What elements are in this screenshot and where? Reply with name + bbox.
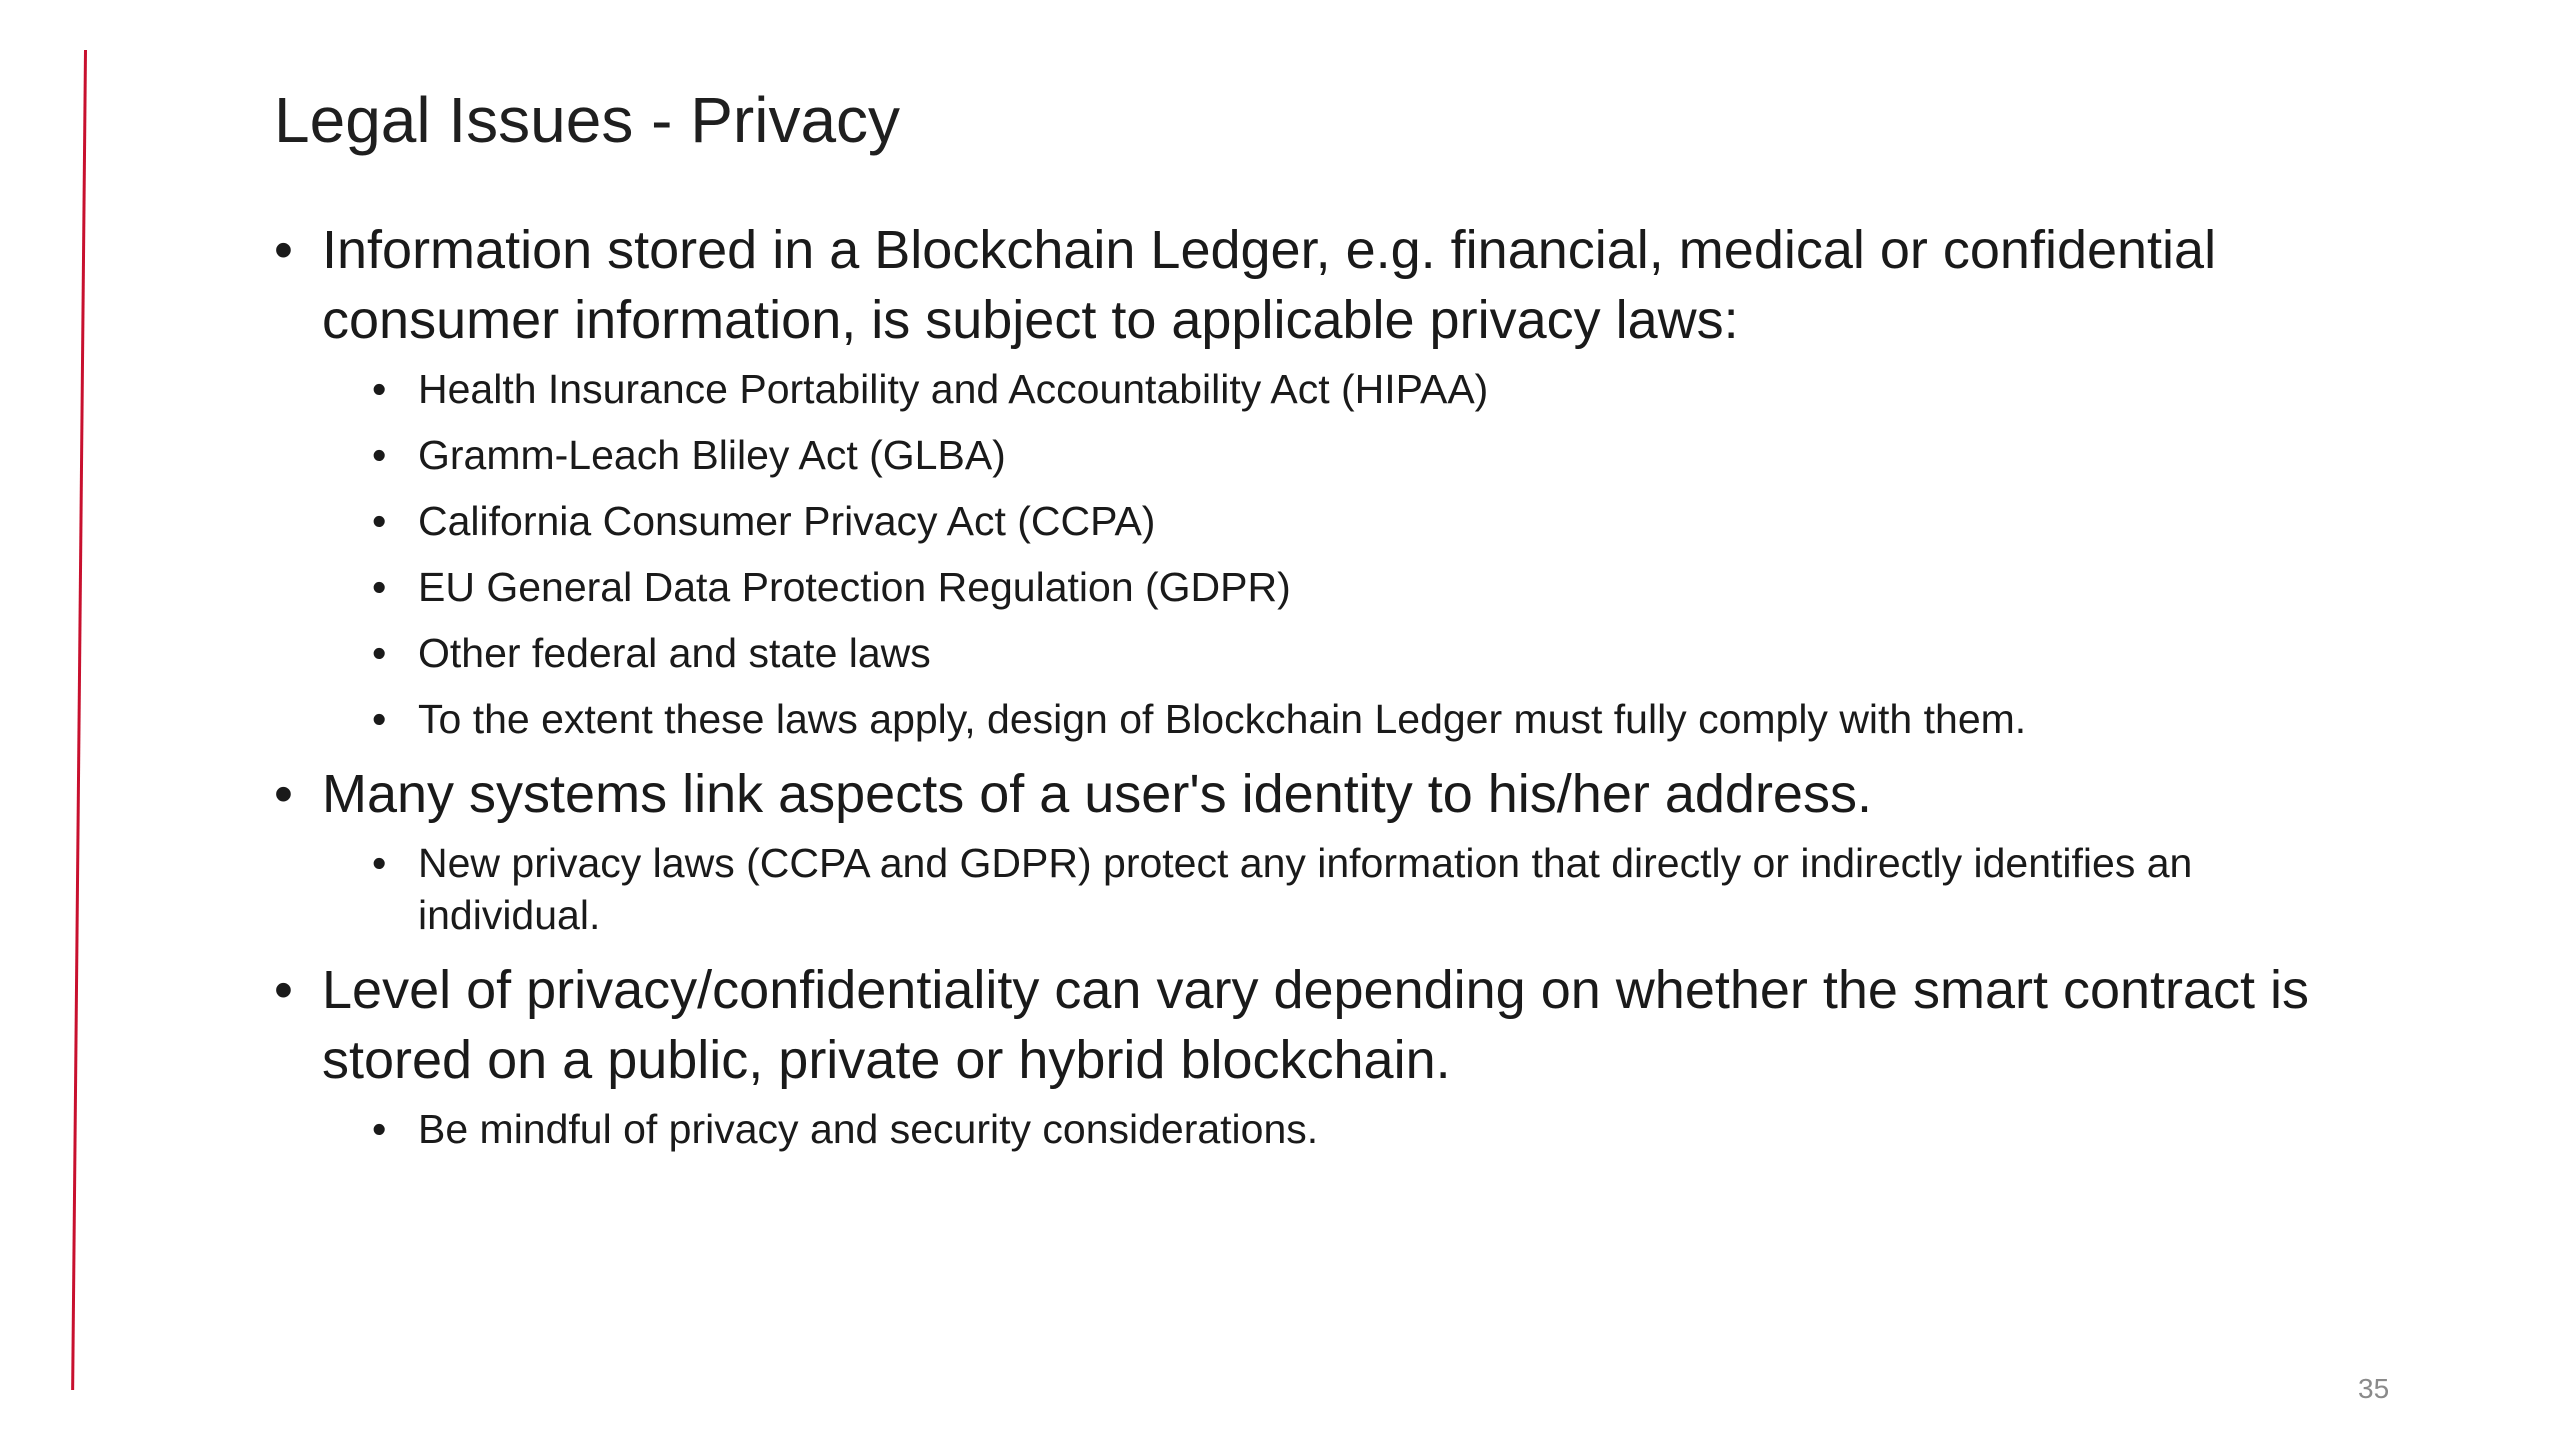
bullet-icon: • [372, 1106, 387, 1152]
sub-bullet-point [322, 429, 2370, 481]
bullet-icon: • [372, 840, 387, 886]
bullet-point [270, 955, 2370, 1155]
sub-bullet-text: Other federal and state laws [418, 630, 931, 676]
slide-title: Legal Issues - Privacy [274, 84, 901, 156]
bullet-text: Level of privacy/confidentiality can vary depending on whether the smart contract is stored on a public, private or hybrid blockchain. [322, 960, 2310, 1090]
sub-bullet-list [322, 363, 2370, 745]
page-number: 35 [2358, 1373, 2390, 1404]
bullet-icon: • [372, 432, 387, 478]
sub-bullet-text: EU General Data Protection Regulation (GDPR) [418, 564, 1291, 610]
bullet-icon: • [372, 630, 387, 676]
sub-bullet-point [322, 627, 2370, 679]
sub-bullet-text: California Consumer Privacy Act (CCPA) [418, 498, 1156, 544]
bullet-icon: • [274, 960, 293, 1020]
bullet-icon: • [372, 498, 387, 544]
bullet-list [270, 215, 2370, 1169]
bullet-icon: • [274, 220, 293, 280]
bullet-text: Many systems link aspects of a user's identity to his/her address. [322, 764, 1872, 824]
bullet-icon: • [372, 696, 387, 742]
sub-bullet-list [322, 1103, 2370, 1155]
bullet-icon: • [372, 366, 387, 412]
sub-bullet-point [322, 363, 2370, 415]
bullet-icon: • [274, 764, 293, 824]
sub-bullet-point [322, 495, 2370, 547]
sub-bullet-point [322, 1103, 2370, 1155]
sub-bullet-point [322, 561, 2370, 613]
sub-bullet-text: Be mindful of privacy and security considerations. [418, 1106, 1319, 1152]
bullet-text: Information stored in a Blockchain Ledger, e.g. financial, medical or confidential consumer information, is subject to applicable privacy laws: [322, 220, 2217, 350]
sub-bullet-text: Health Insurance Portability and Accountability Act (HIPAA) [418, 366, 1489, 412]
bullet-icon: • [372, 564, 387, 610]
sub-bullet-point [322, 693, 2370, 745]
accent-line [71, 50, 87, 1390]
sub-bullet-point [322, 837, 2370, 941]
bullet-point [270, 759, 2370, 941]
sub-bullet-text: To the extent these laws apply, design of Blockchain Ledger must fully comply with them. [418, 696, 2027, 742]
sub-bullet-text: New privacy laws (CCPA and GDPR) protect any information that directly or indirectly identifies an individual. [418, 840, 2193, 938]
sub-bullet-text: Gramm-Leach Bliley Act (GLBA) [418, 432, 1006, 478]
sub-bullet-list [322, 837, 2370, 941]
bullet-point [270, 215, 2370, 745]
